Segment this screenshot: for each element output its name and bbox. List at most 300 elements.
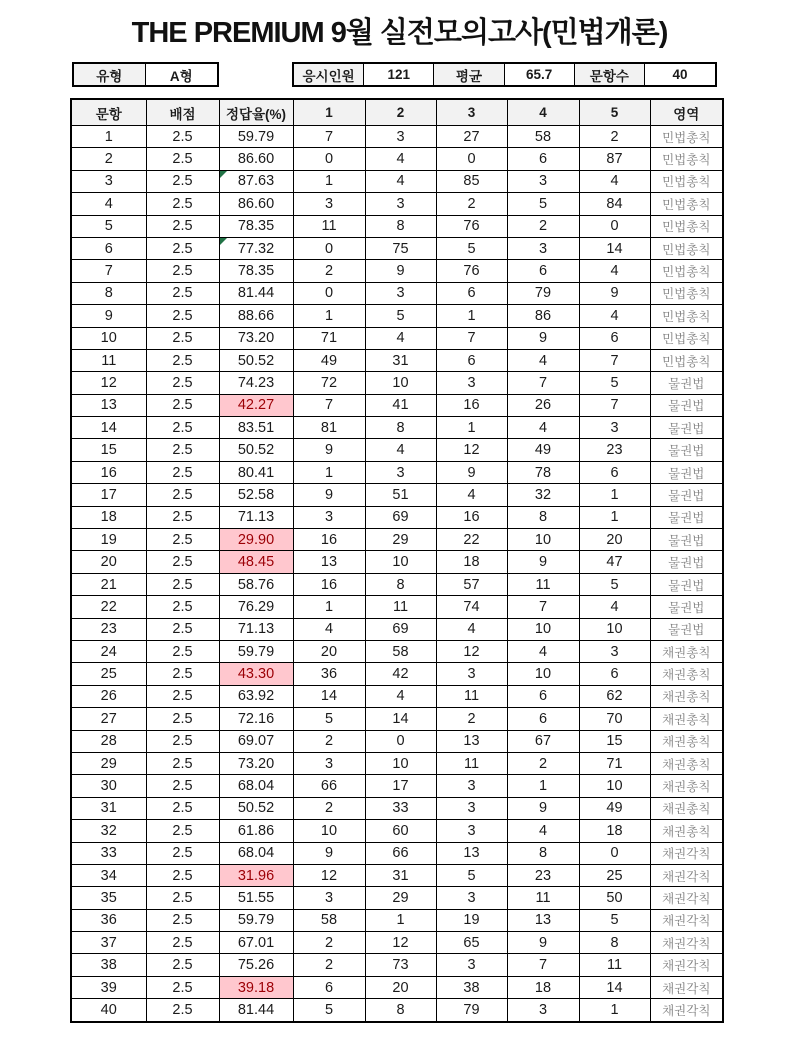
cell-choice-5: 10 [579,775,650,797]
cell-choice-4: 6 [507,708,579,730]
cell-area: 채권총칙 [650,775,723,797]
cell-choice-4: 3 [507,170,579,192]
cell-choice-1: 3 [293,193,365,215]
cell-correct-rate: 50.52 [219,439,293,461]
cell-choice-3: 16 [436,394,507,416]
cell-choice-3: 6 [436,349,507,371]
cell-choice-3: 19 [436,909,507,931]
cell-choice-5: 20 [579,529,650,551]
cell-choice-4: 10 [507,663,579,685]
cell-question-number: 9 [71,305,146,327]
cell-correct-rate: 48.45 [219,551,293,573]
cell-correct-rate: 86.60 [219,193,293,215]
table-row [71,484,723,506]
cell-area: 물권법 [650,529,723,551]
cell-points: 2.5 [146,685,219,707]
cell-choice-2: 4 [365,685,436,707]
cell-choice-2: 4 [365,439,436,461]
cell-question-number: 19 [71,529,146,551]
cell-choice-2: 42 [365,663,436,685]
cell-points: 2.5 [146,932,219,954]
cell-choice-3: 79 [436,999,507,1022]
cell-choice-3: 18 [436,551,507,573]
cell-correct-rate: 81.44 [219,999,293,1022]
cell-points: 2.5 [146,976,219,998]
cell-points: 2.5 [146,730,219,752]
cell-choice-5: 15 [579,730,650,752]
cell-choice-1: 2 [293,954,365,976]
cell-choice-5: 4 [579,305,650,327]
cell-choice-5: 25 [579,864,650,886]
cell-choice-4: 9 [507,327,579,349]
table-row [71,170,723,192]
cell-points: 2.5 [146,148,219,170]
cell-question-number: 25 [71,663,146,685]
cell-correct-rate: 59.79 [219,126,293,148]
cell-correct-rate: 51.55 [219,887,293,909]
table-row [71,237,723,259]
cell-choice-1: 11 [293,215,365,237]
cell-correct-rate: 78.35 [219,260,293,282]
cell-area: 채권각칙 [650,954,723,976]
cell-choice-5: 7 [579,349,650,371]
cell-choice-2: 8 [365,573,436,595]
cell-choice-2: 73 [365,954,436,976]
cell-choice-5: 3 [579,417,650,439]
cell-choice-1: 12 [293,864,365,886]
cell-area: 민법총칙 [650,282,723,304]
cell-choice-1: 4 [293,618,365,640]
cell-correct-rate: 52.58 [219,484,293,506]
cell-choice-2: 29 [365,887,436,909]
cell-points: 2.5 [146,349,219,371]
cell-choice-3: 22 [436,529,507,551]
cell-choice-4: 23 [507,864,579,886]
cell-choice-5: 87 [579,148,650,170]
table-row [71,215,723,237]
cell-area: 채권총칙 [650,730,723,752]
cell-choice-4: 7 [507,596,579,618]
cell-choice-2: 29 [365,529,436,551]
cell-area: 채권각칙 [650,887,723,909]
cell-choice-5: 8 [579,932,650,954]
cell-points: 2.5 [146,193,219,215]
header-cell-choice-4: 4 [507,99,579,126]
table-row [71,640,723,662]
cell-points: 2.5 [146,417,219,439]
cell-points: 2.5 [146,282,219,304]
cell-points: 2.5 [146,305,219,327]
table-row [71,752,723,774]
results-table [70,98,724,1023]
cell-choice-3: 11 [436,752,507,774]
cell-choice-1: 2 [293,932,365,954]
cell-area: 물권법 [650,461,723,483]
cell-choice-3: 3 [436,954,507,976]
header-cell-choice-1: 1 [293,99,365,126]
cell-area: 민법총칙 [650,237,723,259]
cell-choice-2: 8 [365,215,436,237]
cell-choice-1: 3 [293,887,365,909]
cell-choice-2: 4 [365,148,436,170]
cell-choice-2: 9 [365,260,436,282]
cell-choice-2: 33 [365,797,436,819]
cell-points: 2.5 [146,506,219,528]
cell-choice-3: 0 [436,148,507,170]
cell-choice-3: 6 [436,282,507,304]
cell-choice-3: 65 [436,932,507,954]
cell-choice-2: 60 [365,820,436,842]
table-row [71,349,723,371]
cell-points: 2.5 [146,596,219,618]
cell-choice-3: 3 [436,887,507,909]
cell-choice-1: 10 [293,820,365,842]
cell-choice-4: 86 [507,305,579,327]
cell-points: 2.5 [146,573,219,595]
cell-choice-1: 5 [293,708,365,730]
cell-choice-4: 78 [507,461,579,483]
cell-area: 채권각칙 [650,842,723,864]
cell-correct-rate: 31.96 [219,864,293,886]
cell-choice-5: 1 [579,506,650,528]
cell-choice-3: 13 [436,842,507,864]
cell-choice-5: 5 [579,573,650,595]
table-row [71,439,723,461]
cell-choice-1: 1 [293,305,365,327]
cell-choice-5: 4 [579,596,650,618]
table-row [71,305,723,327]
cell-correct-rate: 77.32 [219,237,293,259]
cell-area: 채권총칙 [650,752,723,774]
cell-area: 민법총칙 [650,260,723,282]
table-row [71,887,723,909]
cell-choice-3: 12 [436,640,507,662]
cell-choice-3: 3 [436,663,507,685]
cell-question-number: 16 [71,461,146,483]
cell-choice-1: 3 [293,506,365,528]
cell-choice-2: 3 [365,126,436,148]
cell-choice-2: 75 [365,237,436,259]
cell-choice-1: 13 [293,551,365,573]
cell-question-number: 18 [71,506,146,528]
cell-choice-3: 5 [436,864,507,886]
cell-area: 물권법 [650,618,723,640]
cell-points: 2.5 [146,820,219,842]
cell-choice-4: 6 [507,148,579,170]
cell-choice-1: 49 [293,349,365,371]
cell-choice-2: 8 [365,999,436,1022]
cell-choice-2: 14 [365,708,436,730]
cell-area: 민법총칙 [650,126,723,148]
cell-choice-5: 5 [579,909,650,931]
cell-points: 2.5 [146,909,219,931]
cell-choice-2: 69 [365,618,436,640]
cell-choice-3: 76 [436,260,507,282]
cell-question-number: 24 [71,640,146,662]
cell-points: 2.5 [146,126,219,148]
cell-choice-1: 0 [293,148,365,170]
cell-question-number: 20 [71,551,146,573]
table-row [71,618,723,640]
page-title: THE PREMIUM 9월 실전모의고사(민법개론) [131,17,668,49]
cell-points: 2.5 [146,170,219,192]
cell-choice-4: 4 [507,820,579,842]
cell-area: 물권법 [650,596,723,618]
cell-correct-rate: 43.30 [219,663,293,685]
cell-correct-rate: 67.01 [219,932,293,954]
cell-correct-rate: 72.16 [219,708,293,730]
cell-points: 2.5 [146,887,219,909]
cell-choice-2: 41 [365,394,436,416]
cell-question-number: 6 [71,237,146,259]
examinees-value: 121 [364,64,434,85]
cell-choice-1: 2 [293,797,365,819]
cell-choice-4: 5 [507,193,579,215]
cell-choice-2: 4 [365,170,436,192]
cell-choice-4: 32 [507,484,579,506]
cell-choice-4: 79 [507,282,579,304]
cell-correct-rate: 87.63 [219,170,293,192]
cell-choice-5: 1 [579,999,650,1022]
cell-choice-5: 5 [579,372,650,394]
cell-choice-3: 1 [436,417,507,439]
cell-choice-1: 36 [293,663,365,685]
cell-points: 2.5 [146,954,219,976]
cell-points: 2.5 [146,618,219,640]
table-row [71,820,723,842]
cell-choice-1: 14 [293,685,365,707]
cell-question-number: 38 [71,954,146,976]
cell-question-number: 12 [71,372,146,394]
cell-choice-4: 7 [507,372,579,394]
cell-choice-1: 0 [293,282,365,304]
cell-area: 채권각칙 [650,932,723,954]
cell-choice-5: 4 [579,260,650,282]
cell-choice-1: 1 [293,596,365,618]
table-row [71,932,723,954]
cell-question-number: 4 [71,193,146,215]
cell-correct-rate: 73.20 [219,327,293,349]
cell-choice-3: 76 [436,215,507,237]
cell-question-number: 8 [71,282,146,304]
exam-type-label: 유형 [74,64,146,85]
cell-area: 물권법 [650,394,723,416]
cell-correct-rate: 78.35 [219,215,293,237]
cell-area: 물권법 [650,573,723,595]
cell-question-number: 10 [71,327,146,349]
cell-choice-5: 10 [579,618,650,640]
cell-area: 민법총칙 [650,215,723,237]
cell-points: 2.5 [146,237,219,259]
table-row [71,394,723,416]
cell-choice-3: 12 [436,439,507,461]
cell-choice-4: 2 [507,752,579,774]
cell-correct-rate: 50.52 [219,797,293,819]
cell-choice-1: 72 [293,372,365,394]
cell-choice-5: 7 [579,394,650,416]
table-row [71,126,723,148]
cell-choice-3: 57 [436,573,507,595]
cell-choice-4: 4 [507,640,579,662]
cell-choice-2: 3 [365,282,436,304]
cell-correct-rate: 68.04 [219,842,293,864]
cell-choice-2: 10 [365,372,436,394]
cell-question-number: 2 [71,148,146,170]
cell-question-number: 36 [71,909,146,931]
cell-choice-2: 12 [365,932,436,954]
cell-correct-rate: 42.27 [219,394,293,416]
cell-points: 2.5 [146,663,219,685]
cell-correct-rate: 68.04 [219,775,293,797]
cell-choice-5: 3 [579,640,650,662]
cell-question-number: 11 [71,349,146,371]
cell-question-number: 35 [71,887,146,909]
cell-choice-5: 6 [579,327,650,349]
cell-choice-4: 11 [507,887,579,909]
table-row [71,685,723,707]
cell-choice-4: 3 [507,999,579,1022]
cell-choice-5: 9 [579,282,650,304]
table-row [71,663,723,685]
cell-choice-5: 70 [579,708,650,730]
table-row [71,596,723,618]
table-row [71,372,723,394]
cell-correct-rate: 50.52 [219,349,293,371]
cell-correct-rate: 61.86 [219,820,293,842]
cell-choice-2: 31 [365,864,436,886]
cell-choice-1: 81 [293,417,365,439]
table-row [71,260,723,282]
cell-choice-4: 13 [507,909,579,931]
table-row [71,708,723,730]
table-row [71,327,723,349]
cell-choice-3: 2 [436,193,507,215]
cell-choice-1: 16 [293,529,365,551]
table-row [71,730,723,752]
question-count-label: 문항수 [575,64,645,85]
cell-area: 물권법 [650,372,723,394]
cell-choice-3: 11 [436,685,507,707]
cell-points: 2.5 [146,439,219,461]
cell-choice-2: 58 [365,640,436,662]
cell-choice-2: 10 [365,551,436,573]
cell-choice-1: 7 [293,126,365,148]
cell-area: 채권총칙 [650,685,723,707]
cell-area: 물권법 [650,506,723,528]
cell-area: 채권총칙 [650,708,723,730]
cell-choice-5: 4 [579,170,650,192]
header-cell-area: 영역 [650,99,723,126]
table-row [71,529,723,551]
cell-correct-rate: 76.29 [219,596,293,618]
table-row [71,282,723,304]
average-label: 평균 [434,64,504,85]
cell-choice-3: 1 [436,305,507,327]
exam-stats-table [292,62,717,87]
examinees-label: 응시인원 [294,64,364,85]
cell-choice-2: 31 [365,349,436,371]
cell-choice-1: 5 [293,999,365,1022]
table-row [71,797,723,819]
cell-correct-rate: 71.13 [219,618,293,640]
cell-question-number: 3 [71,170,146,192]
cell-choice-5: 62 [579,685,650,707]
cell-question-number: 23 [71,618,146,640]
cell-choice-1: 0 [293,237,365,259]
cell-choice-4: 9 [507,551,579,573]
cell-choice-4: 7 [507,954,579,976]
cell-question-number: 33 [71,842,146,864]
cell-points: 2.5 [146,484,219,506]
cell-choice-4: 9 [507,932,579,954]
cell-question-number: 15 [71,439,146,461]
cell-choice-5: 84 [579,193,650,215]
cell-correct-rate: 80.41 [219,461,293,483]
cell-choice-2: 66 [365,842,436,864]
table-row [71,461,723,483]
cell-choice-1: 2 [293,260,365,282]
cell-correct-rate: 71.13 [219,506,293,528]
cell-correct-rate: 83.51 [219,417,293,439]
cell-area: 물권법 [650,484,723,506]
table-row [71,864,723,886]
cell-correct-rate: 75.26 [219,954,293,976]
cell-choice-5: 23 [579,439,650,461]
cell-choice-5: 49 [579,797,650,819]
cell-question-number: 29 [71,752,146,774]
cell-choice-5: 47 [579,551,650,573]
cell-points: 2.5 [146,752,219,774]
cell-points: 2.5 [146,775,219,797]
cell-question-number: 34 [71,864,146,886]
cell-question-number: 22 [71,596,146,618]
header-cell-correct-rate: 정답율(%) [219,99,293,126]
cell-area: 민법총칙 [650,349,723,371]
table-row [71,842,723,864]
cell-correct-rate: 88.66 [219,305,293,327]
table-row [71,909,723,931]
cell-choice-2: 20 [365,976,436,998]
cell-choice-5: 18 [579,820,650,842]
cell-area: 채권총칙 [650,663,723,685]
cell-choice-1: 66 [293,775,365,797]
cell-correct-rate: 69.07 [219,730,293,752]
cell-choice-4: 18 [507,976,579,998]
cell-choice-1: 2 [293,730,365,752]
cell-correct-rate: 59.79 [219,909,293,931]
cell-area: 민법총칙 [650,305,723,327]
cell-choice-2: 69 [365,506,436,528]
cell-correct-rate: 59.79 [219,640,293,662]
table-row [71,148,723,170]
cell-choice-4: 11 [507,573,579,595]
cell-points: 2.5 [146,260,219,282]
cell-area: 민법총칙 [650,170,723,192]
cell-points: 2.5 [146,461,219,483]
cell-correct-rate: 29.90 [219,529,293,551]
header-cell-points: 배점 [146,99,219,126]
comment-flag-icon [220,171,227,178]
cell-choice-5: 6 [579,461,650,483]
header-cell-choice-5: 5 [579,99,650,126]
cell-choice-3: 3 [436,797,507,819]
cell-area: 채권각칙 [650,976,723,998]
cell-choice-4: 3 [507,237,579,259]
cell-choice-3: 7 [436,327,507,349]
exam-type-value: A형 [169,68,193,84]
cell-choice-1: 58 [293,909,365,931]
cell-choice-2: 11 [365,596,436,618]
